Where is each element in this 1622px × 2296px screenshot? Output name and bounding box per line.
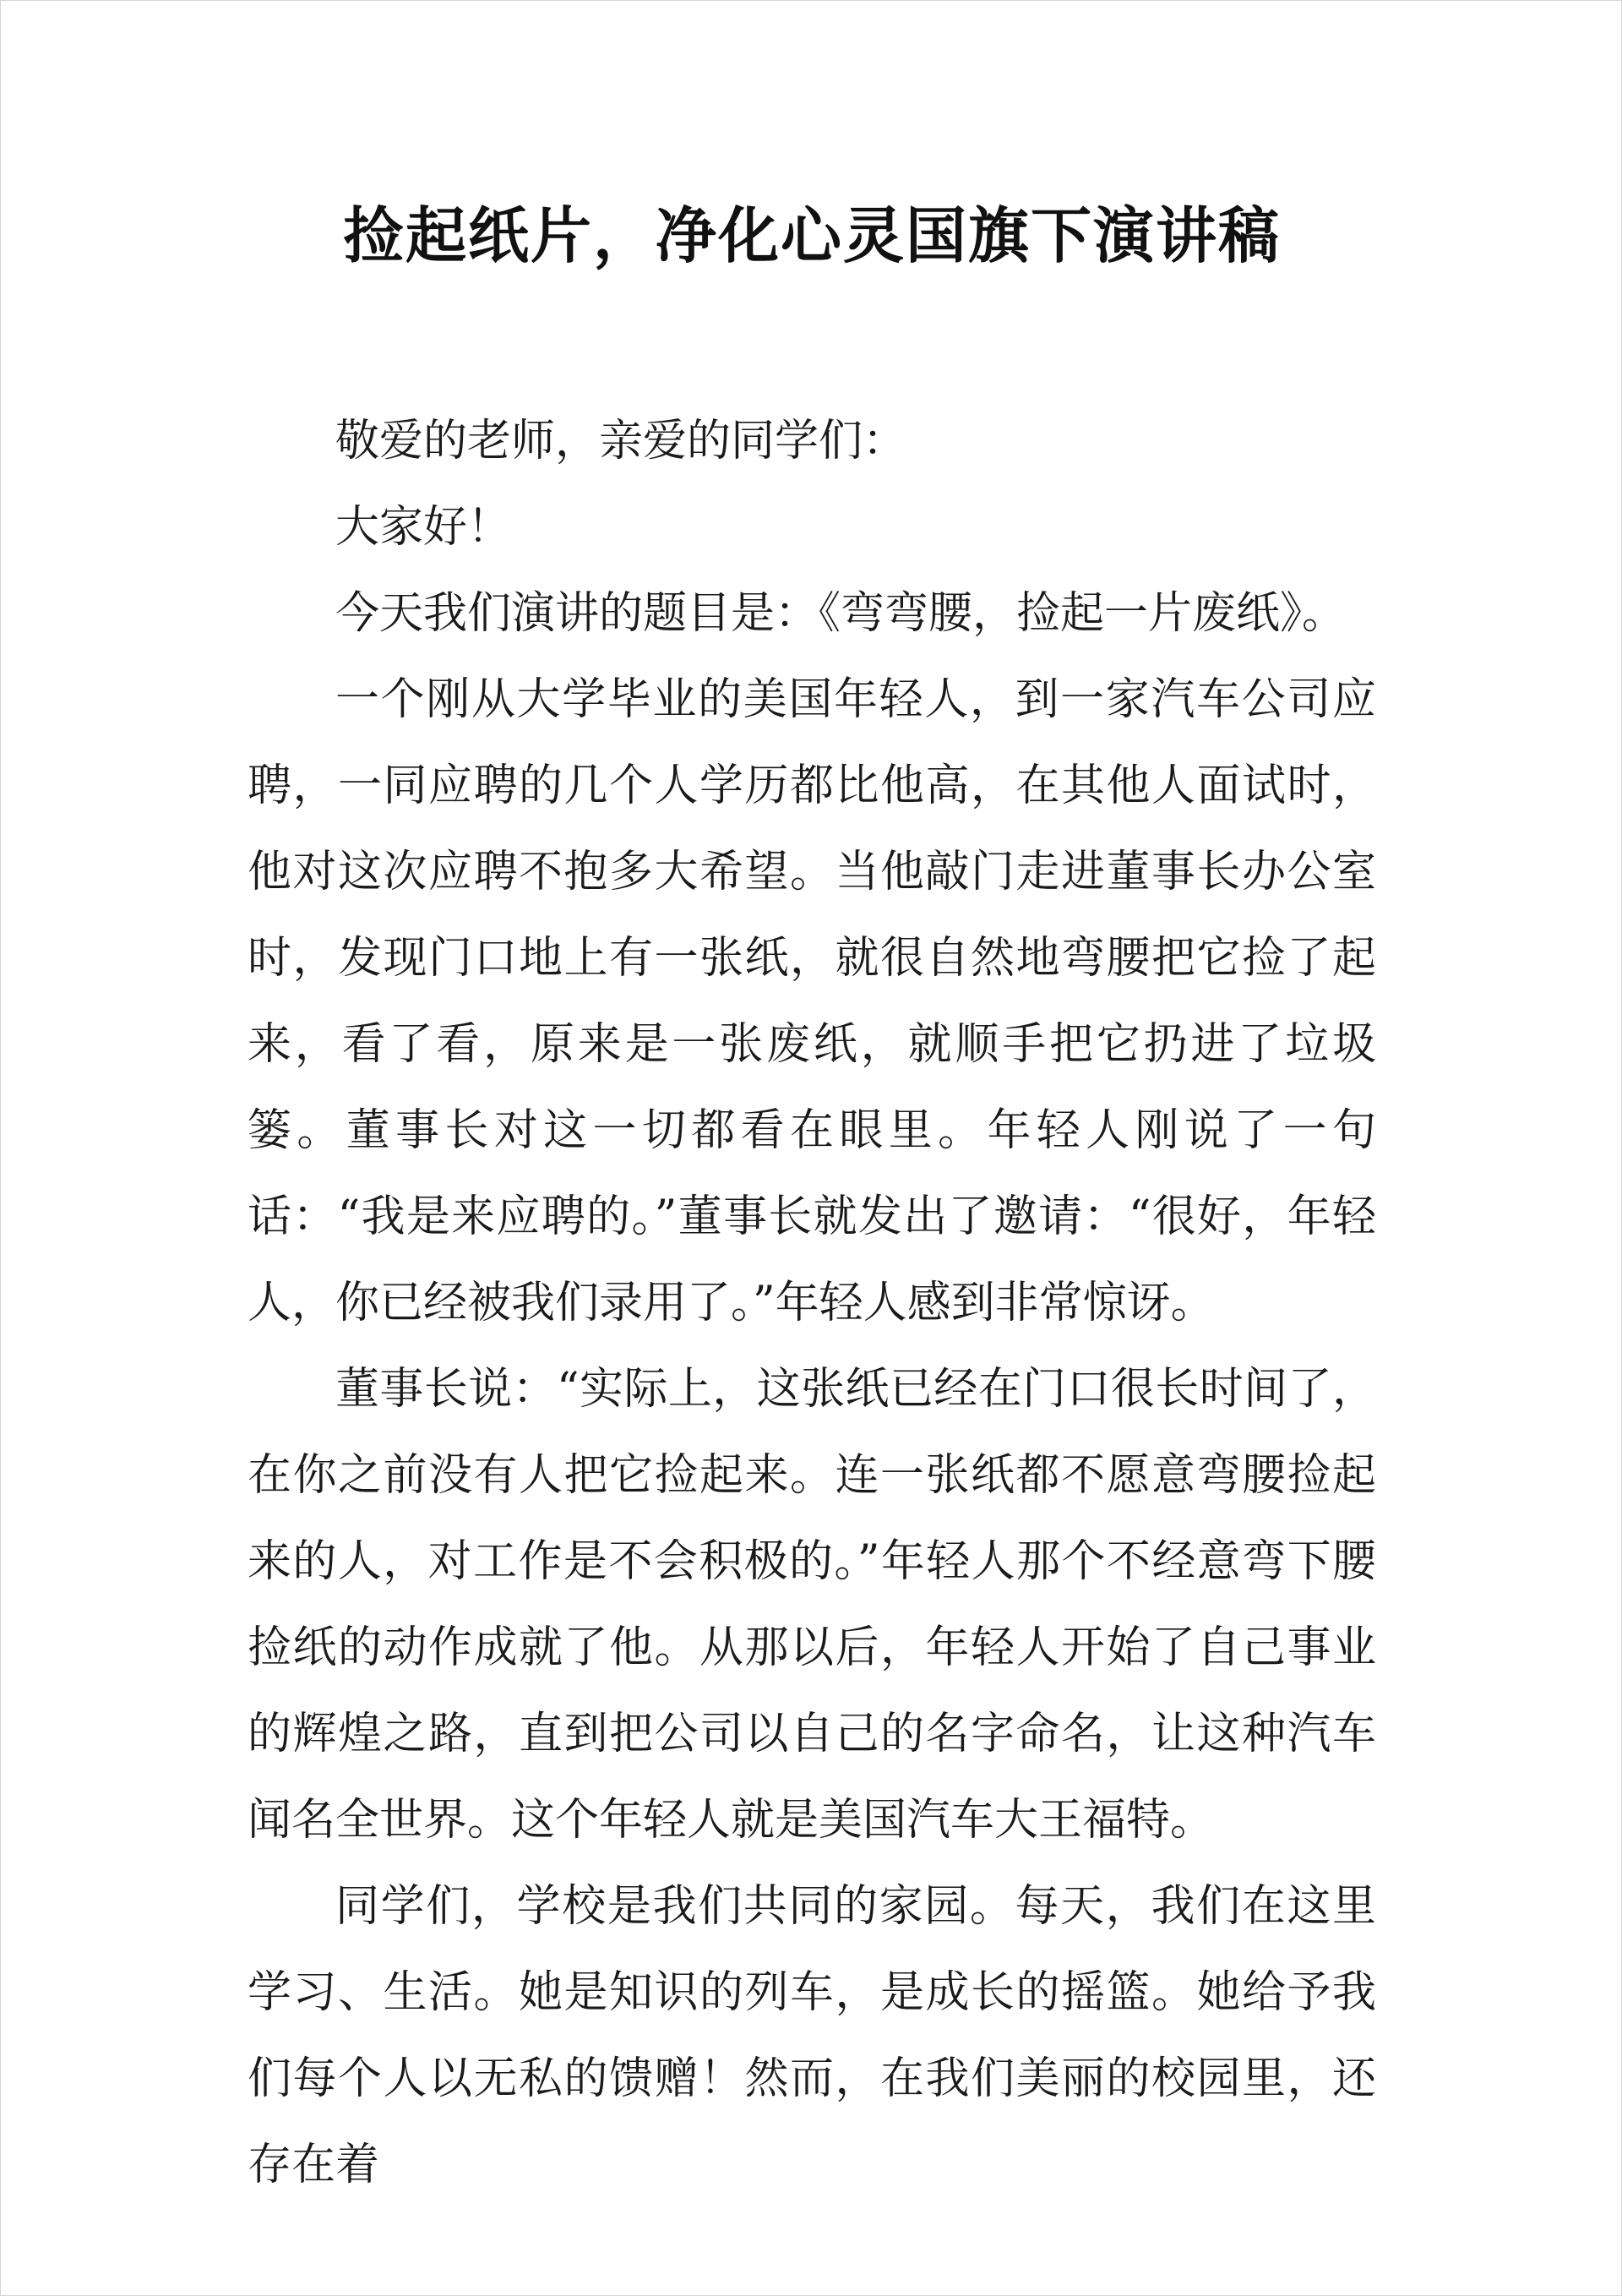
document-title: 捡起纸片，净化心灵国旗下演讲稿 bbox=[342, 200, 1281, 271]
salutation-paragraph: 敬爱的老师，亲爱的同学们： bbox=[335, 416, 907, 466]
campus-paragraph: 同学们，学校是我们共同的家园。每天，我们在这里学习、生活。她是知识的列车，是成长的摇篮。她给予我们每个人以无私的馈赠！然而，在我们美丽的校园里，还存在着 bbox=[248, 1881, 1376, 2190]
story-paragraph: 一个刚从大学毕业的美国年轻人，到一家汽车公司应聘，一同应聘的几个人学历都比他高，在其他人面试时，他对这次应聘不抱多大希望。当他敲门走进董事长办公室时，发现门口地上有一张纸，就很自然地弯腰把它捡了起来，看了看，原来是一张废纸，就顺手把它扔进了垃圾篓。董事长对这一切都看在眼里。年轻人刚说了一句话：“我是来应聘的。”董事长就发出了邀请：“很好，年轻人，你已经被我们录用了。”年轻人感到非常惊讶。 bbox=[248, 674, 1376, 1328]
topic-paragraph: 今天我们演讲的题目是：《弯弯腰，捡起一片废纸》。 bbox=[335, 588, 1347, 639]
chairman-paragraph: 董事长说：“实际上，这张纸已经在门口很长时间了，在你之前没有人把它捡起来。连一张纸都不愿意弯腰捡起来的人，对工作是不会积极的。”年轻人那个不经意弯下腰捡纸的动作成就了他。从那以后，年轻人开始了自己事业的辉煌之路，直到把公司以自己的名字命名，让这种汽车闻名全世界。这个年轻人就是美国汽车大王福特。 bbox=[248, 1364, 1376, 1846]
greeting-paragraph: 大家好！ bbox=[335, 502, 512, 553]
document-body bbox=[248, 398, 1376, 2208]
